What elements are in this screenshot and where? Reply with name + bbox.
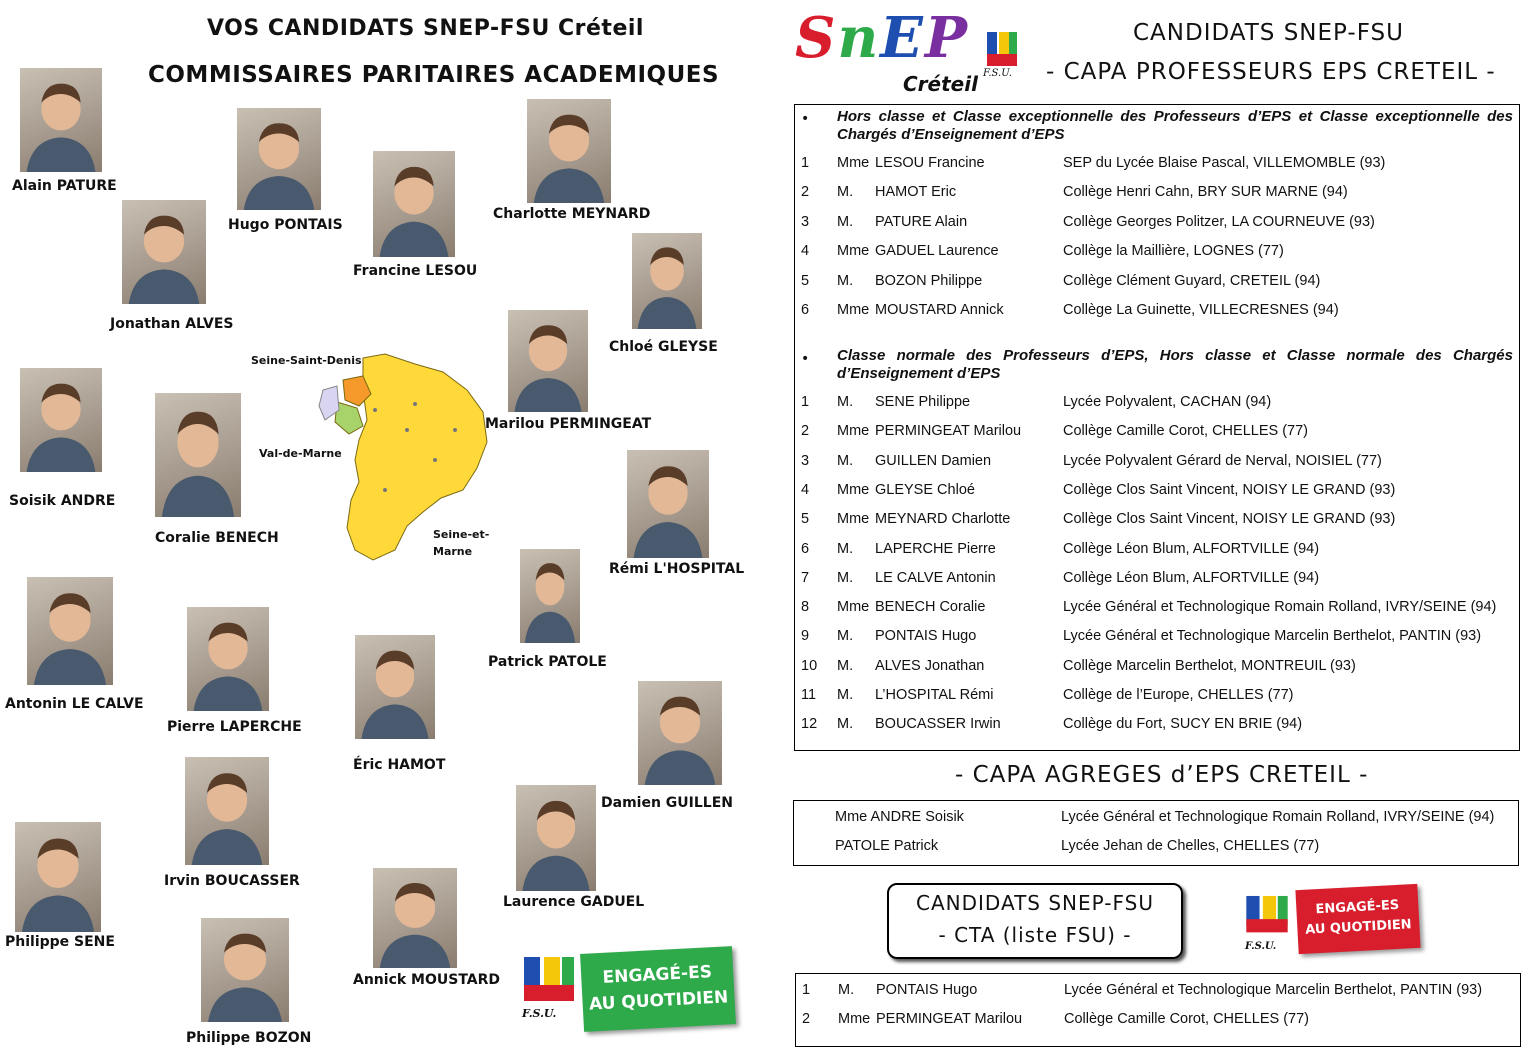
caption-marilou-permingeat: Marilou PERMINGEAT xyxy=(485,416,652,432)
caption-laurence-gaduel: Laurence GADUEL xyxy=(503,894,645,910)
list2-civility: M. xyxy=(837,687,854,703)
portrait-remi-l-hospital xyxy=(627,450,709,558)
list2-name: GUILLEN Damien xyxy=(875,452,992,469)
person-icon xyxy=(185,757,269,865)
list1-school: Collège La Guinette, VILLECRESNES (94) xyxy=(1063,302,1339,318)
list2-rank: 9 xyxy=(801,628,810,645)
list2-name: LE CALVE Antonin xyxy=(875,569,996,586)
cta-title-box xyxy=(887,883,1183,959)
list2-name: BENECH Coralie xyxy=(875,599,986,616)
list1-rank: 1 xyxy=(801,155,810,171)
snep-logo-text xyxy=(795,5,969,71)
fsu-logo-left xyxy=(520,955,578,1020)
cta-title-1: CANDIDATS SNEP-FSU xyxy=(916,891,1154,915)
engage-badge-left xyxy=(580,946,736,1032)
list2-name: MEYNARD Charlotte xyxy=(875,511,1011,528)
list2-civility: M. xyxy=(837,657,854,674)
list2-school: Collège Camille Corot, CHELLES (77) xyxy=(1063,423,1308,440)
portrait-coralie-benech xyxy=(155,393,241,517)
list1-rank: 5 xyxy=(801,272,810,289)
person-icon xyxy=(355,635,435,739)
portrait-philippe-bozon xyxy=(201,918,289,1022)
list2-school: Lycée Général et Technologique Romain Rolland, IVRY/SEINE (94) xyxy=(1063,599,1497,616)
cta-title-2: - CTA (liste FSU) - xyxy=(938,923,1132,947)
engage-line1-left: ENGAGÉ-ES xyxy=(602,962,713,988)
portrait-alain-pature xyxy=(20,68,102,172)
list1-name: MOUSTARD Annick xyxy=(875,302,1004,318)
engage-line1-right: ENGAGÉ-ES xyxy=(1315,897,1400,918)
person-icon xyxy=(520,549,580,643)
cta-box xyxy=(795,973,1521,1047)
section-1-title: Hors classe et Classe exceptionnelle des Professeurs d’EPS et Classe exceptionnelle des Chargés d’Enseignement d’EPS xyxy=(837,108,1513,143)
person-icon xyxy=(155,393,241,517)
list2-name: LAPERCHE Pierre xyxy=(875,540,996,557)
person-icon xyxy=(627,450,709,558)
person-icon xyxy=(20,68,102,172)
list2-name: BOUCASSER Irwin xyxy=(875,716,1001,733)
list2-rank: 3 xyxy=(801,452,810,469)
list2-name: PONTAIS Hugo xyxy=(875,628,977,645)
caption-alain-pature: Alain PATURE xyxy=(12,178,117,194)
list1-civility: Mme xyxy=(837,155,870,171)
list2-name: ALVES Jonathan xyxy=(875,657,985,674)
list2-school: Collège de l’Europe, CHELLES (77) xyxy=(1063,687,1294,703)
snep-logo-p: P xyxy=(924,5,969,71)
list2-name: GLEYSE Chloé xyxy=(875,481,975,498)
caption-pierre-laperche: Pierre LAPERCHE xyxy=(167,719,302,735)
portrait-patrick-patole xyxy=(520,549,580,643)
list2-rank: 2 xyxy=(801,423,810,440)
caption-coralie-benech: Coralie BENECH xyxy=(155,530,279,546)
caption-eric-hamot: Éric HAMOT xyxy=(353,757,446,773)
list2-school: Collège Léon Blum, ALFORTVILLE (94) xyxy=(1063,540,1320,557)
snep-logo-e: E xyxy=(880,5,925,71)
map-label-vdm: Val-de-Marne xyxy=(259,447,342,460)
engage-badge-right xyxy=(1295,884,1420,954)
portrait-hugo-pontais xyxy=(237,108,321,210)
list1-civility: Mme xyxy=(837,243,870,260)
caption-antonin-le-calve: Antonin LE CALVE xyxy=(5,696,144,712)
caption-francine-lesou: Francine LESOU xyxy=(353,263,478,279)
cta-rank: 1 xyxy=(802,982,811,998)
list1-civility: M. xyxy=(837,272,854,289)
caption-remi-lhospital: Rémi L'HOSPITAL xyxy=(609,561,745,577)
caption-hugo-pontais: Hugo PONTAIS xyxy=(228,217,343,233)
list1-school: Collège Clément Guyard, CRETEIL (94) xyxy=(1063,272,1321,289)
cta-school: Lycée Général et Technologique Marcelin Berthelot, PANTIN (93) xyxy=(1064,982,1483,998)
agreges-school-2: Lycée Jehan de Chelles, CHELLES (77) xyxy=(1061,838,1320,854)
list1-rank: 3 xyxy=(801,213,810,230)
list2-civility: Mme xyxy=(837,599,870,616)
list2-civility: Mme xyxy=(837,423,870,440)
capa-professeurs-box xyxy=(794,104,1520,751)
right-header-1: CANDIDATS SNEP-FSU xyxy=(1133,20,1404,46)
fsu-logo-right xyxy=(1243,893,1295,953)
agreges-box xyxy=(793,800,1519,866)
snep-logo-fsu: F.S.U. xyxy=(983,68,1012,79)
person-icon xyxy=(15,822,101,932)
person-icon xyxy=(20,368,102,472)
caption-jonathan-alves: Jonathan ALVES xyxy=(110,316,234,332)
list2-civility: Mme xyxy=(837,511,870,528)
portrait-charlotte-meynard xyxy=(527,99,611,203)
list2-rank: 7 xyxy=(801,569,810,586)
agreges-title: - CAPA AGREGES d’EPS CRETEIL - xyxy=(955,762,1369,788)
cta-civility: M. xyxy=(838,982,855,998)
portrait-pierre-laperche xyxy=(187,607,269,711)
person-icon xyxy=(638,681,722,785)
caption-philippe-sene: Philippe SENE xyxy=(5,934,115,950)
snep-logo-n: n xyxy=(837,5,881,71)
caption-chloe-gleyse: Chloé GLEYSE xyxy=(609,339,718,355)
cta-civility: Mme xyxy=(838,1011,871,1027)
list2-school: Collège Clos Saint Vincent, NOISY LE GRAND (93) xyxy=(1063,511,1396,528)
portrait-francine-lesou xyxy=(373,151,455,257)
list1-civility: M. xyxy=(837,213,854,230)
list1-rank: 4 xyxy=(801,243,810,260)
person-icon xyxy=(508,310,588,412)
portrait-annick-moustard xyxy=(373,868,457,968)
fsu-u-icon-right xyxy=(1243,893,1291,937)
fsu-u-icon-logo xyxy=(985,30,1019,70)
portrait-jonathan-alves xyxy=(122,200,206,304)
section-2-title: Classe normale des Professeurs d’EPS, Hors classe et Classe normale des Chargés d’Enseignement d’EPS xyxy=(837,347,1513,382)
list2-civility: M. xyxy=(837,394,854,410)
list2-school: Collège du Fort, SUCY EN BRIE (94) xyxy=(1063,716,1303,733)
person-icon xyxy=(527,99,611,203)
list2-school: Lycée Polyvalent, CACHAN (94) xyxy=(1063,394,1272,410)
list1-name: GADUEL Laurence xyxy=(875,243,999,260)
snep-logo-s: S xyxy=(795,5,838,71)
list2-civility: Mme xyxy=(837,481,870,498)
portrait-marilou-permingeat xyxy=(508,310,588,412)
list2-civility: M. xyxy=(837,569,854,586)
list1-school: Collège Georges Politzer, LA COURNEUVE (93) xyxy=(1063,213,1375,230)
list2-name: L’HOSPITAL Rémi xyxy=(875,687,994,703)
caption-soisik-andre: Soisik ANDRE xyxy=(9,493,116,509)
person-icon xyxy=(373,151,455,257)
list2-civility: M. xyxy=(837,628,854,645)
cta-rank: 2 xyxy=(802,1011,811,1027)
list2-rank: 4 xyxy=(801,481,810,498)
map-label-ssd: Seine-Saint-Denis xyxy=(251,354,362,367)
list1-rank: 2 xyxy=(801,184,810,201)
bullet-2: • xyxy=(801,351,810,367)
portrait-antonin-le-calve xyxy=(27,577,113,685)
caption-damien-guillen: Damien GUILLEN xyxy=(601,795,733,811)
bullet-1: • xyxy=(801,111,810,127)
person-icon xyxy=(237,108,321,210)
caption-charlotte-meynard: Charlotte MEYNARD xyxy=(493,206,651,222)
engage-line2-left: AU QUOTIDIEN xyxy=(588,987,729,1015)
right-header-2: - CAPA PROFESSEURS EPS CRETEIL - xyxy=(1046,59,1496,85)
list2-civility: M. xyxy=(837,716,854,733)
list2-school: Lycée Polyvalent Gérard de Nerval, NOISIEL (77) xyxy=(1063,452,1382,469)
person-icon xyxy=(122,200,206,304)
cta-name: PONTAIS Hugo xyxy=(876,982,978,998)
snep-logo-creteil: Créteil xyxy=(903,72,978,96)
map-label-sem-1: Seine-et- xyxy=(433,528,490,541)
list2-rank: 12 xyxy=(801,716,818,733)
portrait-chloe-gleyse xyxy=(632,233,702,329)
cta-school: Collège Camille Corot, CHELLES (77) xyxy=(1064,1011,1309,1027)
portrait-laurence-gaduel xyxy=(516,785,596,891)
list2-school: Collège Marcelin Berthelot, MONTREUIL (93) xyxy=(1063,657,1356,674)
fsu-label-right: F.S.U. xyxy=(1245,941,1277,952)
person-icon xyxy=(373,868,457,968)
list2-rank: 6 xyxy=(801,540,810,557)
agreges-school-1: Lycée Général et Technologique Romain Rolland, IVRY/SEINE (94) xyxy=(1061,809,1495,825)
list2-rank: 1 xyxy=(801,394,810,410)
list1-civility: M. xyxy=(837,184,854,201)
list2-civility: M. xyxy=(837,452,854,469)
list1-rank: 6 xyxy=(801,302,810,318)
list2-school: Lycée Général et Technologique Marcelin Berthelot, PANTIN (93) xyxy=(1063,628,1482,645)
portrait-damien-guillen xyxy=(638,681,722,785)
person-icon xyxy=(201,918,289,1022)
agreges-name-1: Mme ANDRE Soisik xyxy=(835,809,964,825)
snep-logo xyxy=(795,5,1025,96)
portrait-eric-hamot xyxy=(355,635,435,739)
caption-patrick-patole: Patrick PATOLE xyxy=(488,654,607,670)
list2-school: Collège Clos Saint Vincent, NOISY LE GRAND (93) xyxy=(1063,481,1396,498)
person-icon xyxy=(27,577,113,685)
caption-irvin-boucasser: Irvin BOUCASSER xyxy=(164,873,300,889)
list2-school: Collège Léon Blum, ALFORTVILLE (94) xyxy=(1063,569,1320,586)
left-title-1: VOS CANDIDATS SNEP-FSU Créteil xyxy=(207,16,644,41)
fsu-u-icon xyxy=(520,955,578,1005)
cta-name: PERMINGEAT Marilou xyxy=(876,1011,1023,1027)
list2-name: SENE Philippe xyxy=(875,394,971,410)
fsu-label-left: F.S.U. xyxy=(522,1007,557,1020)
engage-line2-right: AU QUOTIDIEN xyxy=(1304,917,1413,938)
caption-annick-moustard: Annick MOUSTARD xyxy=(353,972,501,988)
person-icon xyxy=(187,607,269,711)
list2-name: PERMINGEAT Marilou xyxy=(875,423,1022,440)
list2-civility: M. xyxy=(837,540,854,557)
agreges-name-2: PATOLE Patrick xyxy=(835,838,939,854)
portrait-irvin-boucasser xyxy=(185,757,269,865)
left-title-2: COMMISSAIRES PARITAIRES ACADEMIQUES xyxy=(148,62,720,88)
list1-school: Collège Henri Cahn, BRY SUR MARNE (94) xyxy=(1063,184,1348,201)
person-icon xyxy=(632,233,702,329)
list1-school: SEP du Lycée Blaise Pascal, VILLEMOMBLE (93) xyxy=(1063,155,1386,171)
caption-philippe-bozon: Philippe BOZON xyxy=(186,1030,312,1046)
person-icon xyxy=(516,785,596,891)
list1-name: LESOU Francine xyxy=(875,155,985,171)
list2-rank: 10 xyxy=(801,657,818,674)
list1-name: PATURE Alain xyxy=(875,213,968,230)
map-label-sem-2: Marne xyxy=(433,545,473,558)
list1-name: BOZON Philippe xyxy=(875,272,983,289)
list1-name: HAMOT Eric xyxy=(875,184,957,201)
portrait-philippe-sene xyxy=(15,822,101,932)
list2-rank: 5 xyxy=(801,511,810,528)
list1-school: Collège la Maillière, LOGNES (77) xyxy=(1063,243,1284,260)
list2-rank: 8 xyxy=(801,599,810,616)
list2-rank: 11 xyxy=(801,687,817,703)
list1-civility: Mme xyxy=(837,302,870,318)
portrait-soisik-andre xyxy=(20,368,102,472)
